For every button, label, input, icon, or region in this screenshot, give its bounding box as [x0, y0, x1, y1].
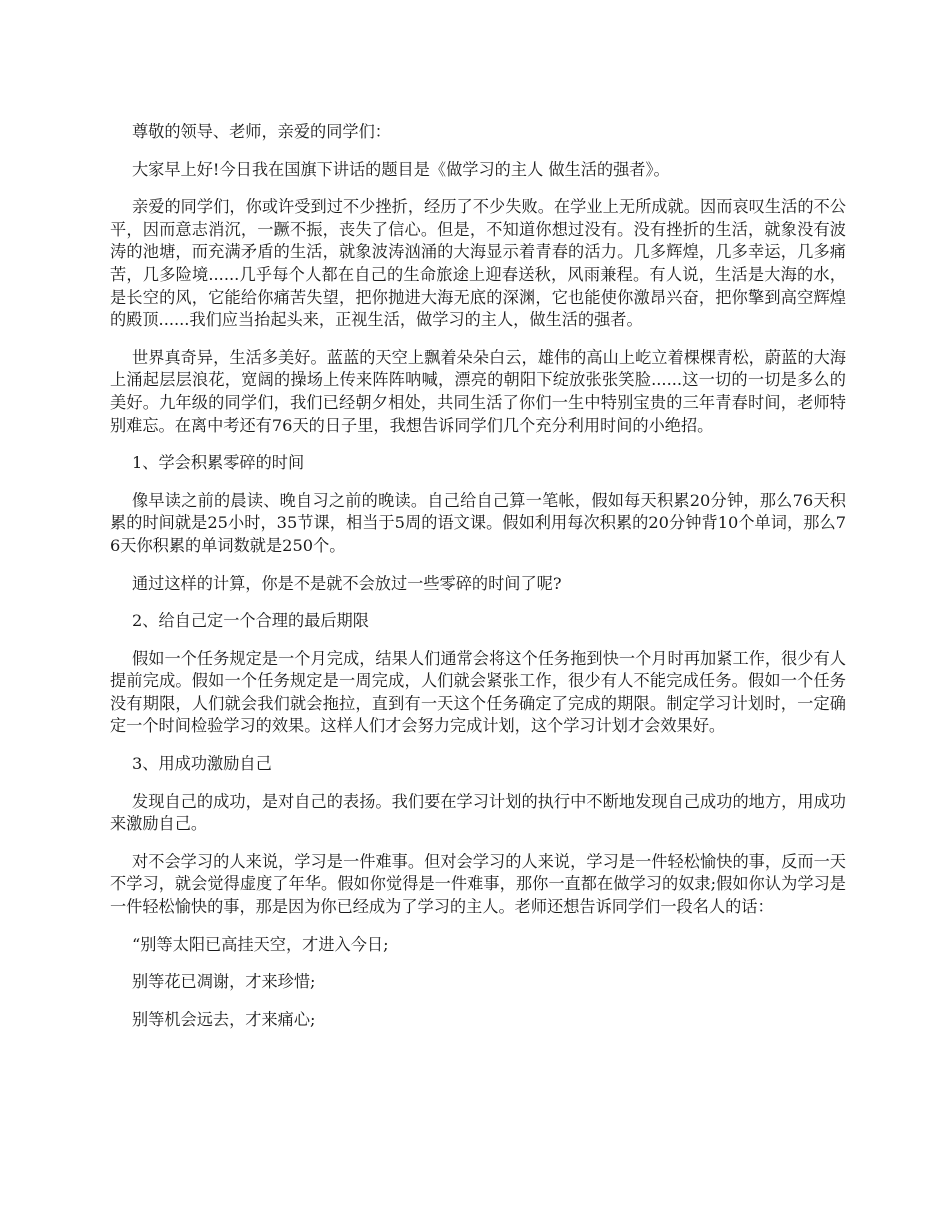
- body-paragraph: 通过这样的计算，你是不是就不会放过一些零碎的时间了呢?: [132, 573, 562, 593]
- body-paragraph: 发现自己的成功，是对自己的表扬。我们要在学习计划的执行中不断地发现自己成功的地方，用成功来激励自己。: [110, 791, 846, 834]
- body-paragraph: 假如一个任务规定是一个月完成，结果人们通常会将这个任务拖到快一个月时再加紧工作，很少有人提前完成。假如一个任务规定是一周完成，人们就会紧张工作，很少有人不能完成任务。假如一个任务没有期限，人们就会我们就会拖拉，直到有一天这个任务确定了完成的期限。制定学习计划时，一定确定一个时间检验学习的效果。这样人们才会努力完成计划，这个学习计划才会效果好。: [110, 648, 846, 736]
- body-paragraph: 亲爱的同学们，你或许受到过不少挫折，经历了不少失败。在学业上无所成就。因而哀叹生活的不公平，因而意志消沉，一蹶不振，丧失了信心。但是，不知道你想过没有。没有挫折的生活，就象没有波涛的池塘，而充满矛盾的生活，就象波涛汹涌的大海显示着青春的活力。几多辉煌，几多幸运，几多痛苦，几多险境......几乎每个人都在自己的生命旅途上迎春送秋，风雨兼程。有人说，生活是大海的水，是长空的风，它能给你痛苦失望，把你抛进大海无底的深渊，它也能使你激昂兴奋，把你擎到高空辉煌的殿顶......我们应当抬起头来，正视生活，做学习的主人，做生活的强者。: [110, 197, 846, 330]
- section-heading: 1、学会积累零碎的时间: [132, 453, 305, 473]
- opening-line: 大家早上好!今日我在国旗下讲话的题目是《做学习的主人 做生活的强者》。: [132, 159, 670, 179]
- quote-line: 别等花已凋谢，才来珍惜;: [132, 972, 316, 992]
- salutation: 尊敬的领导、老师，亲爱的同学们：: [132, 122, 391, 141]
- section-heading: 2、给自己定一个合理的最后期限: [132, 611, 369, 631]
- quote-line: “别等太阳已高挂天空，才进入今日;: [132, 934, 389, 954]
- body-paragraph: 像早读之前的晨读、晚自习之前的晚读。自己给自己算一笔帐，假如每天积累20分钟，那么76天积累的时间就是25小时，35节课，相当于5周的语文课。假如利用每次积累的20分钟背10个单词，那么76天你积累的单词数就是250个。: [110, 490, 846, 555]
- body-paragraph: 对不会学习的人来说，学习是一件难事。但对会学习的人来说，学习是一件轻松愉快的事，反而一天不学习，就会觉得虚度了年华。假如你觉得是一件难事，那你一直都在做学习的奴隶;假如你认为学习是一件轻松愉快的事，那是因为你已经成为了学习的主人。老师还想告诉同学们一段名人的话：: [110, 851, 846, 917]
- document-page: [110, 121, 846, 1046]
- section-heading: 3、用成功激励自己: [132, 754, 272, 774]
- quote-line: 别等机会远去，才来痛心;: [132, 1009, 316, 1029]
- body-paragraph: 世界真奇异，生活多美好。蓝蓝的天空上飘着朵朵白云，雄伟的高山上屹立着棵棵青松，蔚蓝的大海上涌起层层浪花，宽阔的操场上传来阵阵呐喊，漂亮的朝阳下绽放张张笑脸......这一切的一切是多么的美好。九年级的同学们，我们已经朝夕相处，共同生活了你们一生中特别宝贵的三年青春时间，老师特别难忘。在离中考还有76天的日子里，我想告诉同学们几个充分利用时间的小绝招。: [110, 347, 846, 435]
